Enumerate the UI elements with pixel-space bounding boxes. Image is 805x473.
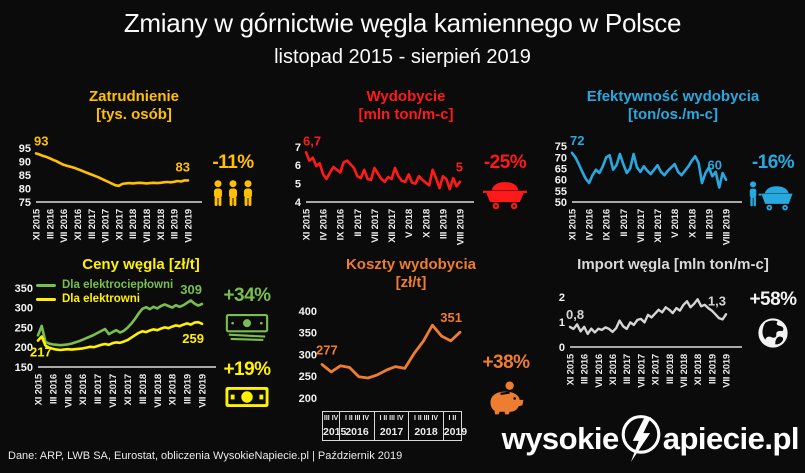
chart-title bbox=[544, 256, 802, 274]
svg-text:75: 75 bbox=[18, 196, 31, 209]
banknotes-icon bbox=[224, 312, 270, 342]
lightning-bolt-icon bbox=[620, 412, 662, 466]
svg-text:III 2017: III 2017 bbox=[86, 208, 98, 239]
delta-block bbox=[476, 128, 534, 263]
miner-cart-icon bbox=[747, 179, 799, 213]
svg-text:III 2019: III 2019 bbox=[707, 354, 719, 385]
svg-text:55: 55 bbox=[554, 185, 567, 198]
koszty-plot bbox=[288, 296, 478, 402]
svg-text:VII 2016: VII 2016 bbox=[63, 374, 75, 409]
svg-text:III 2019: III 2019 bbox=[438, 208, 450, 239]
svg-text:III 2016: III 2016 bbox=[579, 354, 591, 385]
svg-text:XI 2017: XI 2017 bbox=[650, 354, 662, 386]
svg-text:VII 2019: VII 2019 bbox=[721, 354, 733, 389]
svg-text:259: 259 bbox=[182, 331, 204, 347]
svg-text:IX 2016: IX 2016 bbox=[335, 208, 347, 240]
legend-dash-icon bbox=[36, 298, 56, 301]
svg-text:III 2018: III 2018 bbox=[664, 354, 676, 385]
legend-item: Dla elektrowni bbox=[36, 293, 173, 305]
svg-text:70: 70 bbox=[554, 151, 567, 164]
svg-text:2: 2 bbox=[558, 292, 565, 305]
svg-text:50: 50 bbox=[554, 196, 567, 209]
chart-unit-text: [ton/os./m-c] bbox=[628, 106, 718, 124]
svg-text:XI 2015: XI 2015 bbox=[33, 374, 45, 406]
svg-text:350: 350 bbox=[14, 283, 33, 296]
chart-unit-text: [tys. osób] bbox=[96, 106, 172, 124]
globe-icon bbox=[756, 316, 790, 350]
svg-text:0,8: 0,8 bbox=[566, 307, 585, 323]
svg-text:VII 2017: VII 2017 bbox=[100, 208, 112, 243]
svg-text:93: 93 bbox=[34, 133, 49, 149]
svg-text:300: 300 bbox=[14, 302, 33, 315]
svg-text:XII 2017: XII 2017 bbox=[653, 208, 665, 243]
svg-text:350: 350 bbox=[298, 327, 317, 340]
delta-value: +34% bbox=[223, 285, 271, 307]
delta-value: +38% bbox=[482, 351, 530, 373]
svg-text:1,3: 1,3 bbox=[707, 293, 726, 309]
svg-text:85: 85 bbox=[18, 169, 31, 182]
chart-title-text: Import węgla [mln ton/m-c] bbox=[577, 256, 769, 273]
svg-text:65: 65 bbox=[554, 163, 567, 176]
svg-text:X 2018: X 2018 bbox=[687, 208, 699, 238]
efektywnosc-plot bbox=[544, 128, 744, 258]
legend-dash-icon bbox=[36, 284, 56, 287]
svg-text:IV 2016: IV 2016 bbox=[318, 208, 330, 240]
svg-text:V 2018: V 2018 bbox=[670, 208, 682, 238]
svg-text:VII 2019: VII 2019 bbox=[197, 374, 209, 409]
svg-text:VII 2017: VII 2017 bbox=[635, 208, 647, 243]
chart-title bbox=[6, 88, 262, 125]
svg-text:XI 2015: XI 2015 bbox=[301, 208, 313, 240]
svg-text:XI 2015: XI 2015 bbox=[31, 208, 43, 240]
svg-text:95: 95 bbox=[18, 142, 31, 155]
efektywnosc-chart bbox=[544, 128, 744, 263]
svg-text:III 2018: III 2018 bbox=[128, 208, 140, 239]
svg-text:5: 5 bbox=[294, 178, 301, 191]
svg-text:XI 2016: XI 2016 bbox=[78, 374, 90, 406]
svg-text:II 2017: II 2017 bbox=[352, 208, 364, 237]
logo-text-pre: wysokie bbox=[501, 421, 619, 456]
svg-text:IV 2016: IV 2016 bbox=[584, 208, 596, 240]
chart-unit-text: [zł/t] bbox=[395, 274, 427, 292]
chart-title bbox=[6, 256, 276, 274]
svg-text:5: 5 bbox=[455, 159, 463, 175]
svg-text:XI 2017: XI 2017 bbox=[114, 208, 126, 240]
mine-cart-icon bbox=[483, 179, 527, 211]
delta-value: +19% bbox=[223, 359, 271, 381]
wydobycie-plot bbox=[278, 128, 476, 258]
svg-text:1: 1 bbox=[558, 317, 565, 330]
zatrudnienie-plot bbox=[6, 128, 204, 258]
svg-text:XI 2016: XI 2016 bbox=[72, 208, 84, 240]
svg-text:277: 277 bbox=[316, 342, 338, 358]
people-icon bbox=[211, 179, 255, 207]
svg-text:90: 90 bbox=[18, 156, 31, 169]
delta-value: +58% bbox=[749, 289, 797, 311]
koszty-chart bbox=[288, 296, 478, 441]
chart-title bbox=[278, 88, 534, 125]
svg-text:X 2018: X 2018 bbox=[421, 208, 433, 238]
delta-value: -11% bbox=[212, 151, 254, 173]
svg-text:VII 2018: VII 2018 bbox=[678, 354, 690, 389]
svg-text:150: 150 bbox=[14, 362, 33, 375]
svg-text:6,7: 6,7 bbox=[303, 132, 322, 148]
svg-text:XI 2015: XI 2015 bbox=[567, 208, 579, 240]
svg-text:75: 75 bbox=[554, 140, 567, 153]
svg-text:309: 309 bbox=[180, 282, 202, 298]
svg-text:III 2016: III 2016 bbox=[45, 208, 57, 239]
svg-text:VII 2016: VII 2016 bbox=[59, 208, 71, 243]
legend-item: Dla elektrociepłowni bbox=[36, 279, 173, 291]
panel-ceny bbox=[6, 256, 276, 430]
svg-text:VIII 2019: VIII 2019 bbox=[455, 208, 467, 245]
panel-zatrudnienie bbox=[6, 88, 262, 263]
svg-text:III 2017: III 2017 bbox=[93, 374, 105, 405]
svg-text:83: 83 bbox=[175, 159, 190, 175]
svg-text:VII 2017: VII 2017 bbox=[636, 354, 648, 389]
svg-text:III 2019: III 2019 bbox=[169, 208, 181, 239]
svg-text:250: 250 bbox=[14, 322, 33, 335]
delta-block bbox=[744, 277, 802, 408]
panel-efektywnosc bbox=[544, 88, 802, 263]
svg-text:VII 2017: VII 2017 bbox=[369, 208, 381, 243]
import-chart bbox=[544, 277, 744, 408]
svg-text:200: 200 bbox=[298, 392, 317, 402]
svg-text:6: 6 bbox=[294, 159, 301, 172]
chart-title bbox=[288, 256, 534, 293]
svg-text:XI 2018: XI 2018 bbox=[693, 354, 705, 386]
brand-logo bbox=[502, 412, 799, 466]
panel-import bbox=[544, 256, 802, 408]
ceny-chart bbox=[6, 277, 218, 430]
data-source-note: Dane: ARP, LWB SA, Eurostat, obliczenia WysokieNapiecie.pl | Październik 2019 bbox=[8, 450, 403, 462]
svg-text:III 2019: III 2019 bbox=[704, 208, 716, 239]
svg-text:VII 2018: VII 2018 bbox=[152, 374, 164, 409]
svg-text:XI 2016: XI 2016 bbox=[608, 354, 620, 386]
svg-text:200: 200 bbox=[14, 342, 33, 355]
zatrudnienie-chart bbox=[6, 128, 204, 263]
svg-text:XI 2015: XI 2015 bbox=[565, 354, 577, 386]
svg-text:72: 72 bbox=[570, 132, 585, 148]
chart-title-text: Zatrudnienie bbox=[88, 88, 179, 105]
banknote-icon bbox=[225, 386, 269, 408]
svg-text:XI 2018: XI 2018 bbox=[167, 374, 179, 406]
page-title: Zmiany w górnictwie węgla kamiennego w Polsce bbox=[123, 8, 682, 38]
delta-block bbox=[204, 128, 262, 263]
svg-text:300: 300 bbox=[298, 349, 317, 362]
delta-elektrocieplownie bbox=[218, 285, 276, 347]
panel-wydobycie bbox=[278, 88, 534, 263]
chart-legend bbox=[36, 279, 173, 305]
quarter-axis-table: III IV 2015 I II III IV 2016 I II III IV 2017 I II III IV 2018 I II 2019 bbox=[322, 411, 462, 441]
page-subtitle: listopad 2015 - sierpień 2019 bbox=[274, 46, 531, 68]
svg-text:VII 2016: VII 2016 bbox=[593, 354, 605, 389]
delta-block bbox=[218, 277, 276, 430]
svg-text:250: 250 bbox=[298, 370, 317, 383]
delta-block bbox=[744, 128, 802, 263]
svg-text:XII 2017: XII 2017 bbox=[387, 208, 399, 243]
wydobycie-chart bbox=[278, 128, 476, 263]
svg-text:XI 2018: XI 2018 bbox=[155, 208, 167, 240]
svg-text:III 2017: III 2017 bbox=[622, 354, 634, 385]
svg-text:0: 0 bbox=[558, 342, 565, 355]
svg-text:400: 400 bbox=[298, 305, 317, 318]
svg-text:III 2018: III 2018 bbox=[137, 374, 149, 405]
svg-text:XI 2017: XI 2017 bbox=[122, 374, 134, 406]
svg-text:III 2016: III 2016 bbox=[48, 374, 60, 405]
svg-text:IX 2016: IX 2016 bbox=[601, 208, 613, 240]
svg-text:7: 7 bbox=[294, 141, 301, 154]
chart-title bbox=[544, 88, 802, 125]
logo-text-post: apiecie.pl bbox=[662, 421, 799, 456]
delta-value: -16% bbox=[751, 151, 795, 173]
svg-text:217: 217 bbox=[30, 344, 52, 360]
svg-text:VII 2017: VII 2017 bbox=[108, 374, 120, 409]
svg-text:III 2019: III 2019 bbox=[182, 374, 194, 405]
svg-text:60: 60 bbox=[554, 174, 567, 187]
delta-elektrownie bbox=[218, 359, 276, 413]
panel-koszty bbox=[288, 256, 534, 441]
svg-text:60: 60 bbox=[707, 157, 722, 173]
svg-text:VIII 2019: VIII 2019 bbox=[721, 208, 733, 245]
svg-text:4: 4 bbox=[294, 196, 301, 209]
svg-text:VII 2019: VII 2019 bbox=[183, 208, 195, 243]
svg-text:V 2018: V 2018 bbox=[404, 208, 416, 238]
piggy-bank-icon bbox=[485, 379, 527, 417]
chart-title-text: Efektywność wydobycia bbox=[586, 88, 760, 105]
svg-text:80: 80 bbox=[18, 183, 31, 196]
chart-unit-text: [mln ton/m-c] bbox=[358, 106, 454, 124]
svg-text:351: 351 bbox=[440, 309, 462, 325]
svg-text:II 2017: II 2017 bbox=[618, 208, 630, 237]
svg-text:VII 2018: VII 2018 bbox=[142, 208, 154, 243]
chart-title-text: Wydobycie bbox=[366, 88, 446, 105]
import-plot bbox=[544, 277, 744, 403]
chart-title-text: Koszty wydobycia bbox=[345, 256, 477, 273]
chart-title-text: Ceny węgla [zł/t] bbox=[82, 256, 200, 273]
delta-value: -25% bbox=[483, 151, 527, 173]
